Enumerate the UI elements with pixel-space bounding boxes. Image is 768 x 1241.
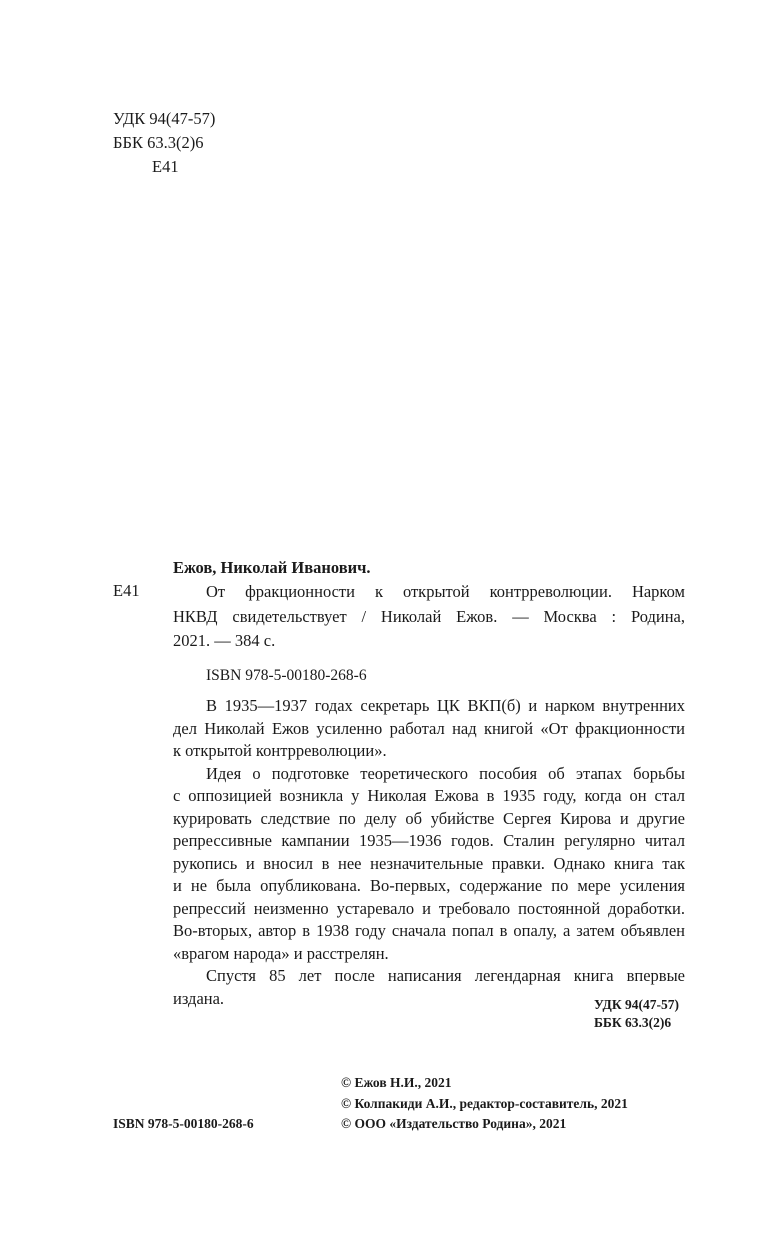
- copyright-line: © Ежов Н.И., 2021: [341, 1075, 452, 1090]
- annotation-line: рукопись и вносил в нее незначительные правки. Однако книга так: [173, 853, 685, 873]
- description-line: НКВД свидетельствует / Николай Ежов. — Москва : Родина,: [173, 606, 685, 626]
- annotation-line: и не была опубликована. Во-первых, содержание по мере усиления: [173, 876, 685, 895]
- annotation-line: курировать следствие по делу об убийстве Сергея Кирова и другие: [173, 808, 685, 828]
- record-isbn: ISBN 978-5-00180-268-6: [206, 667, 367, 684]
- annotation-line: к открытой контрреволюции».: [173, 741, 387, 760]
- description-line: От фракционности к открытой контрреволюции. Нарком: [206, 582, 685, 601]
- bbk-code: ББК 63.3(2)6: [113, 133, 204, 152]
- author-heading: Ежов, Николай Иванович.: [173, 558, 371, 577]
- copyright-line: © Колпакиди А.И., редактор-составитель, 2021: [341, 1095, 628, 1111]
- annotation-line: «врагом народа» и расстрелян.: [173, 943, 389, 963]
- copyrights: [341, 1073, 628, 1135]
- annotation-line: издана.: [173, 988, 225, 1008]
- annotation-line: репрессивные кампании 1935—1936 годов. Сталин регулярно читал: [173, 831, 685, 850]
- footer-isbn: ISBN 978-5-00180-268-6: [113, 1116, 254, 1131]
- copyright-line: © ООО «Издательство Родина», 2021: [341, 1116, 567, 1131]
- classification-header: [113, 107, 215, 179]
- udk-code: УДК 94(47-57): [113, 109, 216, 128]
- footer-udk: УДК 94(47-57): [594, 997, 679, 1012]
- author-mark: Е41: [152, 157, 179, 176]
- annotation-line: дел Николай Ежов усиленно работал над книгой «От фракционности: [173, 718, 685, 738]
- annotation-line: репрессий неизменно устаревало и требовало постоянной доработки.: [173, 898, 685, 918]
- bibliographic-description: [173, 580, 685, 654]
- annotation-line: Идея о подготовке теоретического пособия об этапах борьбы: [206, 763, 685, 783]
- record-author-mark: Е41: [113, 581, 140, 600]
- footer-classification: [594, 996, 679, 1032]
- annotation-line: с оппозицией возникла у Николая Ежова в 1935 году, когда он стал: [173, 786, 685, 805]
- footer-bbk: ББК 63.3(2)6: [594, 1015, 672, 1030]
- annotation-line: В 1935—1937 годах секретарь ЦК ВКП(б) и нарком внутренних: [206, 696, 685, 715]
- annotation-line: Спустя 85 лет после написания легендарная книга впервые: [206, 966, 685, 985]
- annotation: [173, 695, 685, 1010]
- description-line: 2021. — 384 с.: [173, 631, 276, 650]
- annotation-line: Во-вторых, автор в 1938 году сначала попал в опалу, а затем объявлен: [173, 921, 685, 940]
